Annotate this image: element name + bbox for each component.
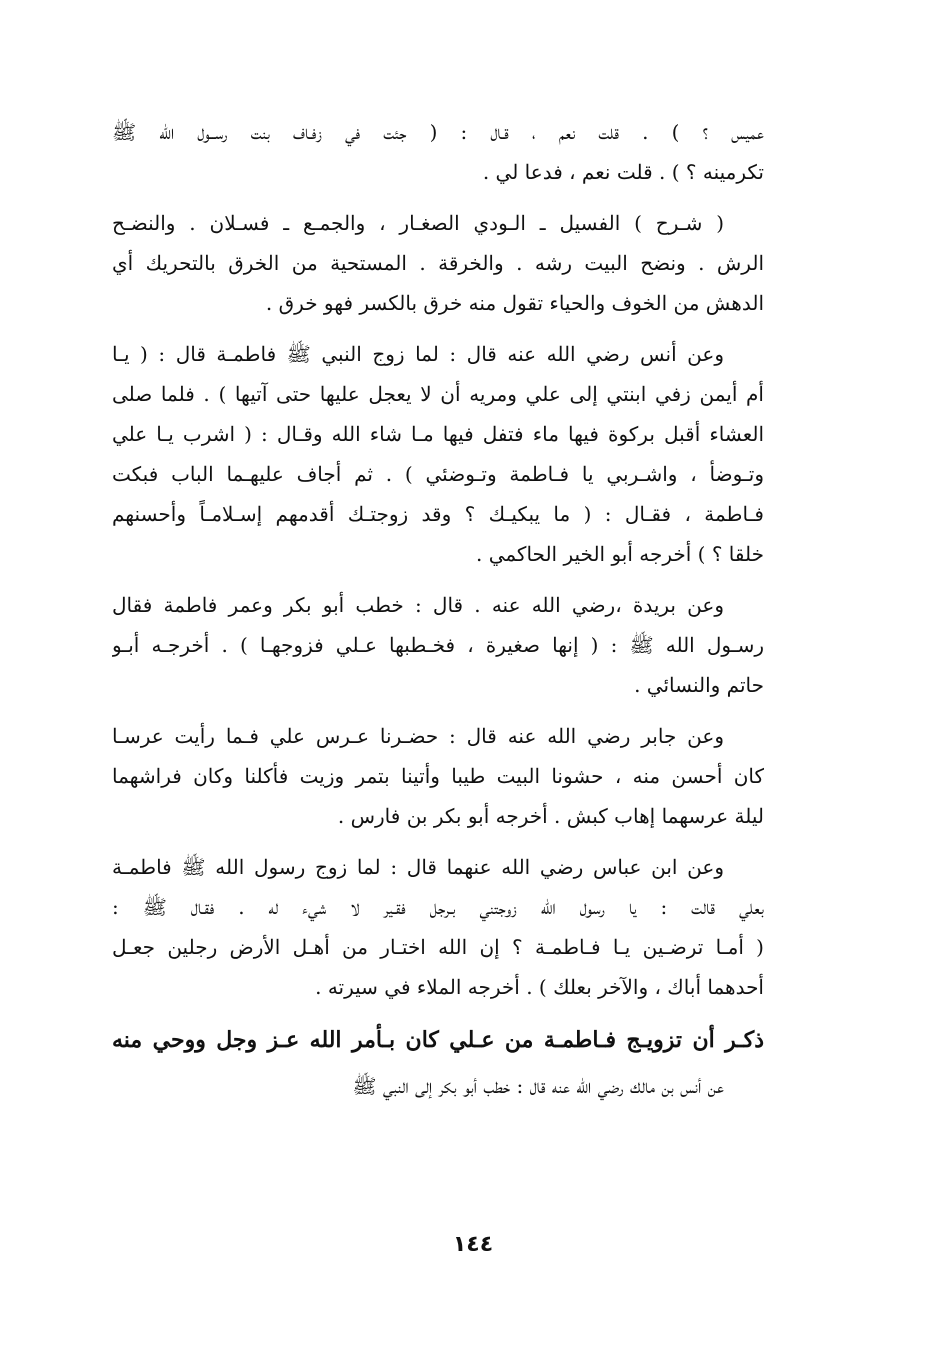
text-line: عميس ؟ ) . قلت نعم ، قـال : ( جئت في زفـاف بنت رســول الله ﷺ	[112, 120, 764, 144]
paragraph-4	[112, 585, 764, 705]
text-line: وعن ابن عباس رضي الله عنهما قال : لما زوج رسول الله ﷺ فاطمـة	[112, 855, 724, 879]
text-line: كان أحسن منه ، حشونا البيت طيبا وأتينا بتمر وزيت فأكلنا وكان فراشهما	[112, 764, 764, 788]
text-line: وتـوضأ ، واشـربي يا فـاطمة وتـوضئي ) . ثم أجاف عليهـما الباب فبكت	[112, 462, 764, 486]
section-heading: ذكـر أن تزويـج فـاطمـة من عـلي كان بـأمر الله عـز وجل ووحي منه	[112, 1027, 764, 1053]
paragraph-1	[112, 112, 764, 192]
text-line: وعن بريدة ،رضي الله عنه . قال : خطب أبو بكر وعمر فاطمة فقال	[112, 593, 724, 617]
page-number: ١٤٤	[452, 1232, 494, 1257]
text-line: بعلي قالت : يا رسول الله زوجتني بـرجل فقـير لا شيء له . فقـال ﷺ :	[112, 895, 764, 919]
paragraph-7	[112, 1066, 764, 1106]
text-line: فـاطمة ، فقـال : ( ما يبكيـك ؟ وقد زوجتـك أقدمهم إسـلامـاً وأحسنهم	[112, 502, 764, 526]
text-line: الدهش من الخوف والحياء تقول منه خرق بالكسر فهو خرق .	[265, 291, 764, 315]
paragraph-2	[112, 203, 764, 323]
text-line: الرش . ونضح البيت رشه . والخرقة . المستحية من الخرق بالتحريك أي	[112, 251, 764, 275]
text-line: تكرمينه ؟ ) . قلت نعم ، فدعا لي .	[482, 160, 764, 184]
text-line: خلقا ؟ ) أخرجه أبو الخير الحاكمي .	[475, 542, 764, 566]
paragraph-6	[112, 847, 764, 1007]
paragraph-5	[112, 716, 764, 836]
text-line: رسـول الله ﷺ : ( إنها صغيرة ، فخـطبها عـلي فزوجهـا ) . أخرجـه أبـو	[112, 633, 764, 657]
text-line: ( أمـا ترضـين يـا فـاطمـة ؟ إن الله اختـار من أهـل الأرض رجلين جعـل	[112, 935, 764, 959]
page-body	[112, 112, 764, 1117]
text-line: أحدهما أباك ، والآخر بعلك ) . أخرجه الملاء في سيرته .	[315, 975, 764, 999]
text-line: وعن جابر رضي الله عنه قال : حضـرنا عـرس علي فـما رأيت عرسـا	[112, 724, 724, 748]
text-line: العشاء أقبل بركوة فيها ماء فتفل فيها مـا شاء الله وقـال : ( اشرب يـا علي	[112, 422, 764, 446]
text-line: حاتم والنسائي .	[634, 673, 764, 697]
text-line: عن أنس بن مالك رضي الله عنه قال : خطب أبو بكر إلى النبي ﷺ	[352, 1074, 724, 1098]
paragraph-3	[112, 334, 764, 574]
text-line: ( شـرح ) الفسيل ـ الـودي الصغـار ، والجمـع ـ فسـلان . والنضـح	[112, 211, 724, 235]
text-line: وعن أنس رضي الله عنه قال : لما زوج النبي ﷺ فاطمـة قال : ( يـا	[112, 342, 724, 366]
text-line: أم أيمن زفي ابنتي إلى علي ومريه أن لا يعجل عليها حتى آتيها ) . فلما صلى	[112, 382, 764, 406]
text-line: ليلة عرسهما إهاب كبش . أخرجه أبو بكر بن فارس .	[337, 804, 764, 828]
